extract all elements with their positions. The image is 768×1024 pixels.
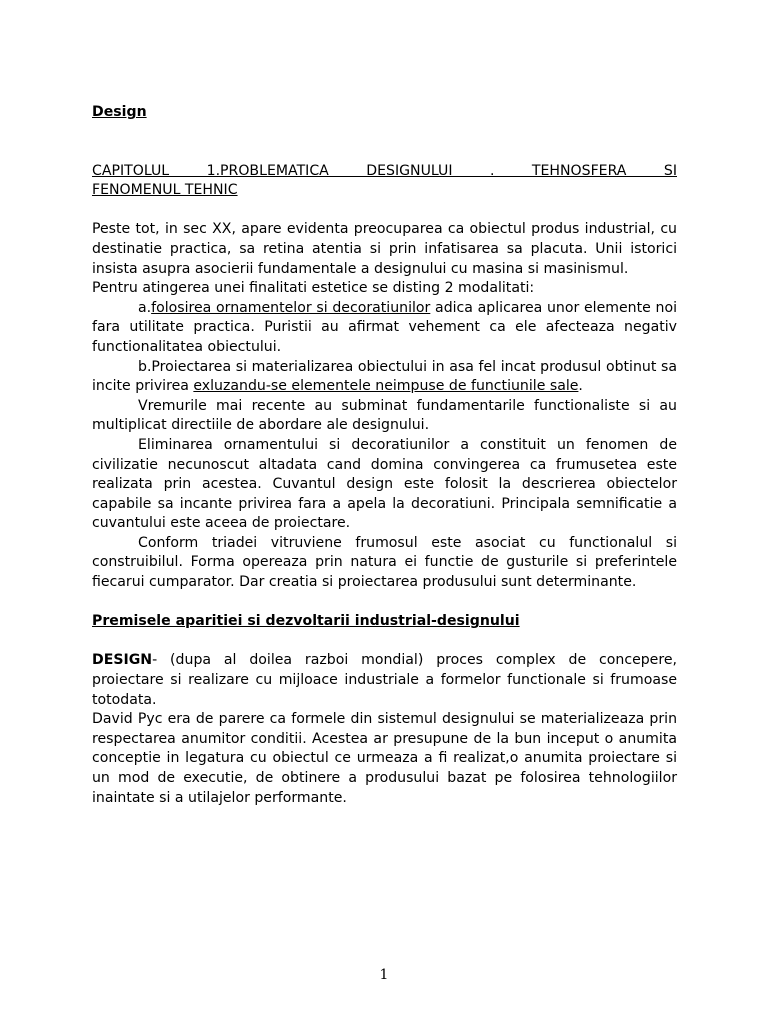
spacer bbox=[92, 632, 677, 652]
spacer bbox=[92, 201, 677, 221]
option-b-underlined: exluzandu-se elementele neimpuse de functiunile sale bbox=[193, 378, 579, 395]
paragraph-modalities: Pentru atingerea unei finalitati estetice se disting 2 modalitati: bbox=[92, 280, 535, 297]
section-heading-premises: Premisele aparitiei si dezvoltarii industrial-designului bbox=[92, 613, 520, 630]
spacer bbox=[92, 123, 677, 162]
option-b-end: . bbox=[578, 378, 583, 395]
paragraph-design-definition bbox=[92, 651, 677, 710]
option-a-prefix: a. bbox=[138, 299, 152, 316]
spacer bbox=[92, 593, 677, 613]
option-a-underlined: folosirea ornamentelor si decoratiunilor bbox=[151, 299, 431, 316]
paragraph-vitruvian-triad: Conform triadei vitruviene frumosul este asociat cu functionalul si construibilul. Forma opereaza prin natura ei functie de gusturile si preferintele fiecarui cumparator. Dar creatia si proiectarea produsului sunt determinante. bbox=[92, 534, 677, 591]
paragraph-recent-times: Vremurile mai recente au subminat fundamentarile functionaliste si au multiplicat directiile de abordare ale designului. bbox=[92, 397, 677, 434]
chapter-heading-line2: FENOMENUL TEHNIC bbox=[92, 182, 238, 199]
option-a-rest: adica aplicarea unor elemente noi fara utilitate practica. Puristii au afirmat vehement ca ele afecteaza negativ functionalitatea obiectului. bbox=[92, 299, 677, 355]
paragraph-option-a bbox=[92, 299, 677, 358]
design-definition: - (dupa al doilea razboi mondial) proces complex de concepere, proiectare si realizare cu mijloace industriale a formelor functionale si frumoase totodata. bbox=[92, 652, 677, 708]
paragraph-ornament-elimination: Eliminarea ornamentului si decoratiunilor a constituit un fenomen de civilizatie necunoscut altadata cand domina convingerea ca frumusetea este realizata prin acestea. Cuvantul design este folosit la descrierea obiectelor capabile sa incante privirea fara a apela la decoratiuni. Principala semnificatie a cuvantului este aceea de proiectare. bbox=[92, 436, 677, 532]
chapter-heading-line1: CAPITOLUL 1.PROBLEMATICA DESIGNULUI . TEHNOSFERA SI bbox=[92, 162, 677, 179]
design-term: DESIGN bbox=[92, 652, 153, 669]
document-page bbox=[92, 103, 677, 808]
document-title: Design bbox=[92, 104, 147, 120]
page-number: 1 bbox=[379, 967, 389, 983]
option-b-text: b.Proiectarea si materializarea obiectului in asa fel incat produsul obtinut sa incite privirea bbox=[92, 358, 677, 395]
paragraph-david-pyc: David Pyc era de parere ca formele din sistemul designului se materializeaza prin respectarea anumitor conditii. Acestea ar presupune de la bun inceput o anumita conceptie in legatura cu obiectul ce urmeaza a fi realizat,o anumita proiectare si un mod de executie, de obtinere a produsului bazat pe folosirea tehnologiilor inaintate si a utilajelor performante. bbox=[92, 711, 677, 806]
paragraph-intro: Peste tot, in sec XX, apare evidenta preocuparea ca obiectul produs industrial, cu destinatie practica, sa retina atentia si prin infatisarea sa placuta. Unii istorici insista asupra asocierii fundamentale a designului cu masina si masinismul. bbox=[92, 221, 677, 277]
paragraph-option-b bbox=[92, 358, 677, 397]
